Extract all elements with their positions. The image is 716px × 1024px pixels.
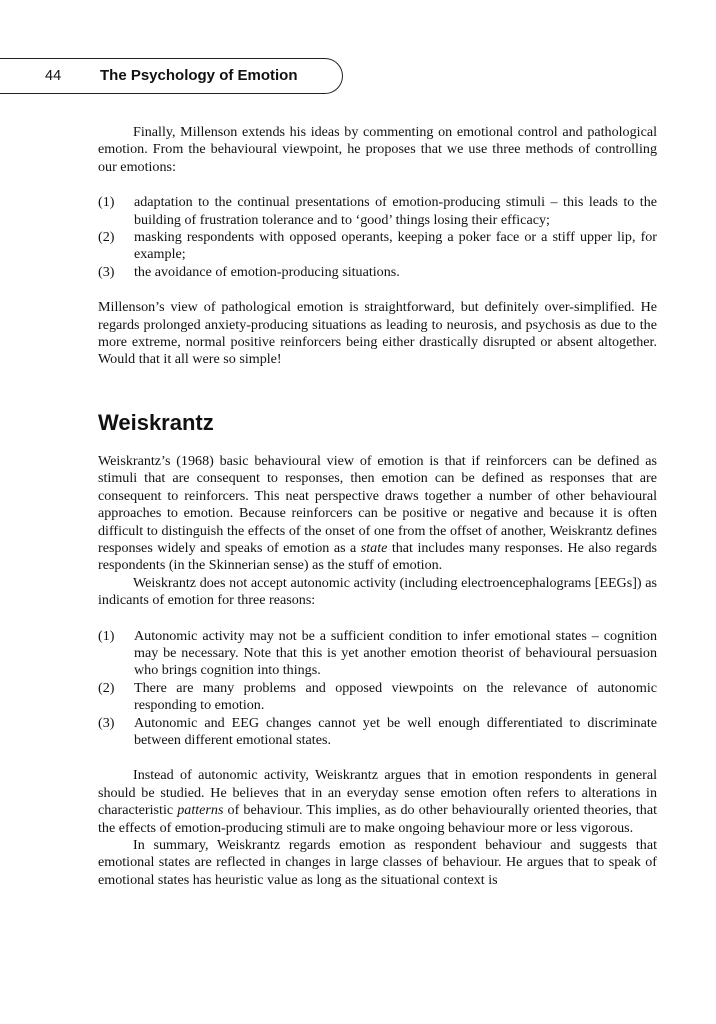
list-number: (3): [98, 263, 115, 280]
paragraph-text: Instead of autonomic activity, Weiskrantz argues that in emotion respondents in general should be studied. He believes that in an everyday sense emotion often refers to alterations in characteristic: [98, 767, 657, 819]
weiskrantz-paragraph-4: In summary, Weiskrantz regards emotion as respondent behaviour and suggests that emotional states are reflected in changes in large classes of behaviour. He argues that to speak of emotional states has heuristic value as long as the situational context is: [98, 837, 657, 888]
list-text: Autonomic activity may not be a sufficient condition to infer emotional states – cognition may be necessary. Note that this is yet another emotion theorist of behavioural persuasion who brings cognition into things.: [134, 627, 657, 679]
closing-paragraph: Millenson’s view of pathological emotion is straightforward, but definitely over-simplified. He regards prolonged anxiety-producing situations as leading to neurosis, and psychosis as due to the more extreme, normal positive reinforcers being either drastically disrupted or absent altogether. Would that it all were so simple!: [98, 299, 657, 368]
emphasis-text: state: [360, 539, 388, 556]
page-number: 44: [45, 68, 62, 84]
list-item: [98, 680, 657, 715]
section-heading: Weiskrantz: [98, 409, 214, 435]
list-number: (2): [98, 679, 115, 696]
weiskrantz-paragraph-3: [98, 767, 657, 837]
list-item: [98, 194, 657, 229]
list-item: [98, 715, 657, 750]
list-number: (1): [98, 627, 115, 644]
paragraph-text: Weiskrantz’s (1968) basic behavioural view of emotion is that if reinforcers can be defined as stimuli that are consequent to responses, then emotion can be defined as responses that are consequent to reinforcers. This neat perspective draws together a number of other behavioural approaches to emotion. Because reinforcers can be positive or negative and because it is often difficult to distinguish the effects of the onset of one from the offset of another, Weiskrantz defines responses widely and speaks of emotion as a: [98, 452, 657, 556]
emphasis-text: patterns: [177, 802, 224, 819]
weiskrantz-paragraph-2: Weiskrantz does not accept autonomic activity (including electroencephalograms [EEGs]) as indicants of emotion for three reasons:: [98, 574, 657, 609]
control-methods-list: [98, 194, 657, 281]
running-head: [0, 58, 343, 94]
list-text: adaptation to the continual presentations of emotion-producing stimuli – this leads to the building of frustration tolerance and to ‘good’ things losing their efficacy;: [134, 194, 657, 228]
weiskrantz-paragraph-1: [98, 453, 657, 575]
paragraph-text: that includes many responses. He also regards respondents (in the Skinnerian sense) as the stuff of emotion.: [98, 539, 657, 574]
list-item: [98, 628, 657, 680]
running-title: The Psychology of Emotion: [100, 67, 298, 84]
list-item: [98, 264, 657, 281]
list-number: (1): [98, 194, 115, 211]
list-text: There are many problems and opposed viewpoints on the relevance of autonomic responding to emotion.: [134, 679, 657, 714]
page-body: [98, 124, 657, 889]
list-text: masking respondents with opposed operants, keeping a poker face or a stiff upper lip, for example;: [134, 229, 657, 263]
paragraph-text: of behaviour. This implies, as do other behaviourally oriented theories, that the effects of emotion-producing stimuli are to make ongoing behaviour more or less vigorous.: [98, 802, 658, 836]
reasons-list: [98, 628, 657, 750]
list-item: [98, 229, 657, 264]
list-text: the avoidance of emotion-producing situations.: [134, 263, 400, 280]
intro-paragraph: Finally, Millenson extends his ideas by commenting on emotional control and pathological emotion. From the behavioural viewpoint, he proposes that we use three methods of controlling our emotions:: [98, 124, 657, 175]
list-text: Autonomic and EEG changes cannot yet be well enough differentiated to discriminate between different emotional states.: [134, 714, 657, 748]
list-number: (3): [98, 714, 115, 731]
list-number: (2): [98, 229, 115, 246]
